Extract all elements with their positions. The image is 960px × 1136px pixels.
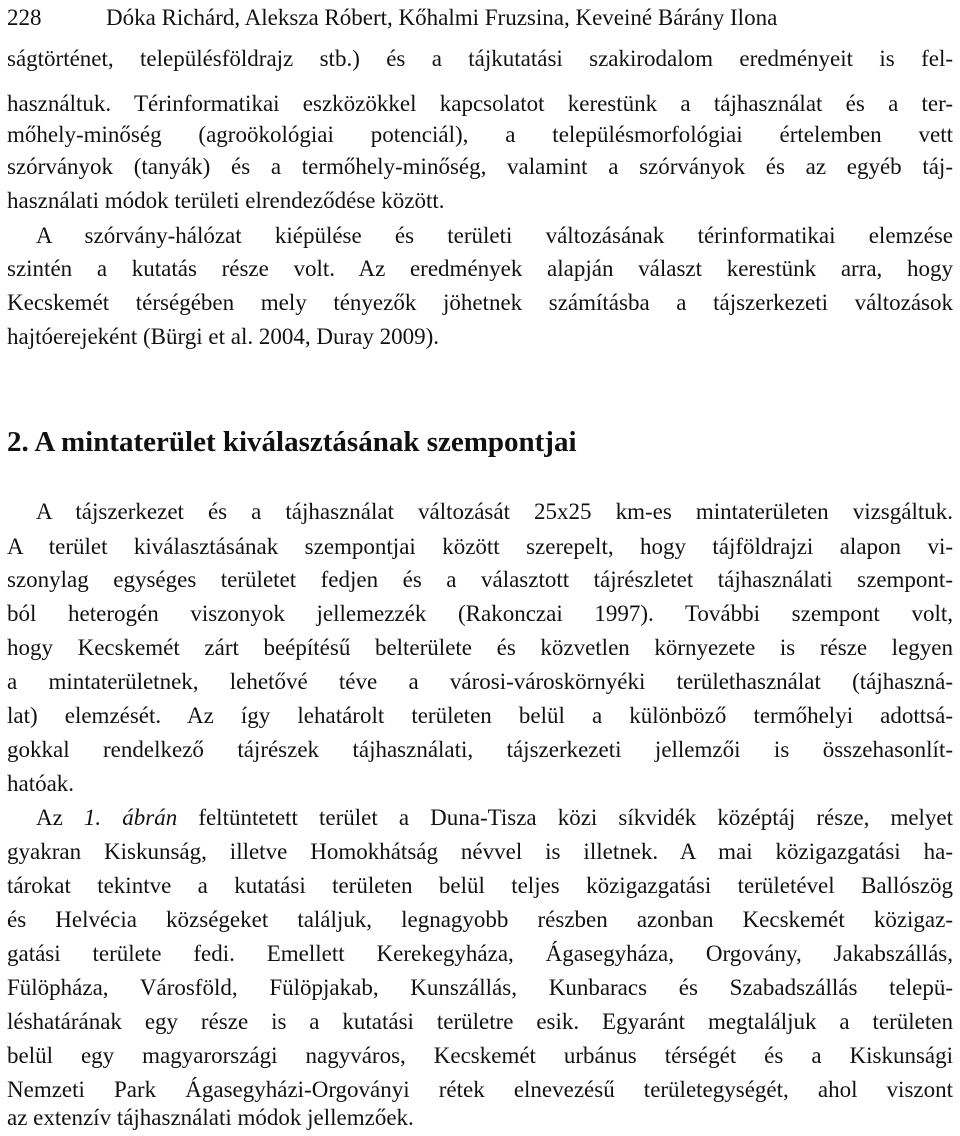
body-line: A tájszerkezet és a tájhasználat változását 25x25 km-es mintaterületen vizsgáltuk. (36, 499, 953, 524)
body-line: tárokat tekintve a kutatási területen belül teljes közigazgatási területével Ballószög (7, 873, 953, 898)
body-line: és Helvécia községeket találjuk, legnagyobb részben azonban Kecskemét közigaz- (7, 907, 953, 932)
figure-reference: 1. ábrán (83, 805, 178, 830)
body-line: ból heterogén viszonyok jellemezzék (Rakonczai 1997). További szempont volt, (7, 601, 953, 626)
running-header-authors: Dóka Richárd, Aleksza Róbert, Kőhalmi Fruzsina, Keveiné Bárány Ilona (106, 5, 778, 30)
body-line: hatóak. (7, 771, 75, 796)
section-heading: 2. A mintaterület kiválasztásának szempontjai (7, 426, 577, 458)
body-line: szórványok (tanyák) és a termőhely-minőség, valamint a szórványok és az egyéb táj- (7, 154, 953, 179)
body-line: ságtörténet, településföldrajz stb.) és a tájkutatási szakirodalom eredményeit is fel- (7, 46, 953, 71)
paragraph-lead: Az (36, 805, 63, 830)
body-line: Fülöpháza, Városföld, Fülöpjakab, Kunszállás, Kunbaracs és Szabadszállás telepü- (7, 975, 953, 1000)
body-line: léshatárának egy része is a kutatási területre esik. Egyaránt megtaláljuk a területen (7, 1009, 953, 1034)
body-line: az extenzív tájhasználati módok jellemzőek. (7, 1105, 414, 1130)
body-line: használtuk. Térinformatikai eszközökkel kapcsolatot kerestünk a tájhasználat és a ter- (7, 91, 953, 116)
page-number: 228 (7, 5, 42, 30)
body-line: Nemzeti Park Ágasegyházi-Orgoványi rétek elnevezésű területegységét, ahol viszont (7, 1077, 953, 1102)
body-line: a mintaterületnek, lehetővé téve a városi-városkörnyéki területhasználat (tájhaszná- (7, 669, 953, 694)
body-line-figure-ref (36, 803, 953, 833)
running-header (7, 3, 953, 33)
body-line: A terület kiválasztásának szempontjai között szerepelt, hogy tájföldrajzi alapon vi- (7, 534, 953, 559)
body-line: használati módok területi elrendeződése között. (7, 188, 445, 213)
body-line: Kecskemét térségében mely tényezők jöhetnek számításba a tájszerkezeti változások (7, 290, 953, 315)
body-line: gatási területe fedi. Emellett Kerekegyháza, Ágasegyháza, Orgovány, Jakabszállás, (7, 941, 953, 966)
body-line: belül egy magyarországi nagyváros, Kecskemét urbánus térségét és a Kiskunsági (7, 1043, 953, 1068)
body-line: hajtóerejeként (Bürgi et al. 2004, Duray 2009). (7, 324, 439, 349)
body-line: szonylag egységes területet fedjen és a választott tájrészletet tájhasználati szempont- (7, 567, 953, 592)
body-line: gyakran Kiskunság, illetve Homokhátság névvel is illetnek. A mai közigazgatási ha- (7, 839, 953, 864)
body-line: lat) elemzését. Az így lehatárolt területen belül a különböző termőhelyi adottsá- (7, 703, 953, 728)
body-line: hogy Kecskemét zárt beépítésű belterülete és közvetlen környezete is része legyen (7, 635, 953, 660)
body-line: A szórvány-hálózat kiépülése és területi változásának térinformatikai elemzése (36, 223, 953, 248)
body-line: szintén a kutatás része volt. Az eredmények alapján választ kerestünk arra, hogy (7, 256, 953, 281)
body-line: mőhely-minőség (agroökológiai potenciál), a településmorfológiai értelemben vett (7, 122, 953, 147)
body-line-rest: feltüntetett terület a Duna-Tisza közi síkvidék középtáj része, melyet (198, 805, 954, 830)
body-line: gokkal rendelkező tájrészek tájhasználati, tájszerkezeti jellemzői is összehasonlít- (7, 737, 953, 762)
